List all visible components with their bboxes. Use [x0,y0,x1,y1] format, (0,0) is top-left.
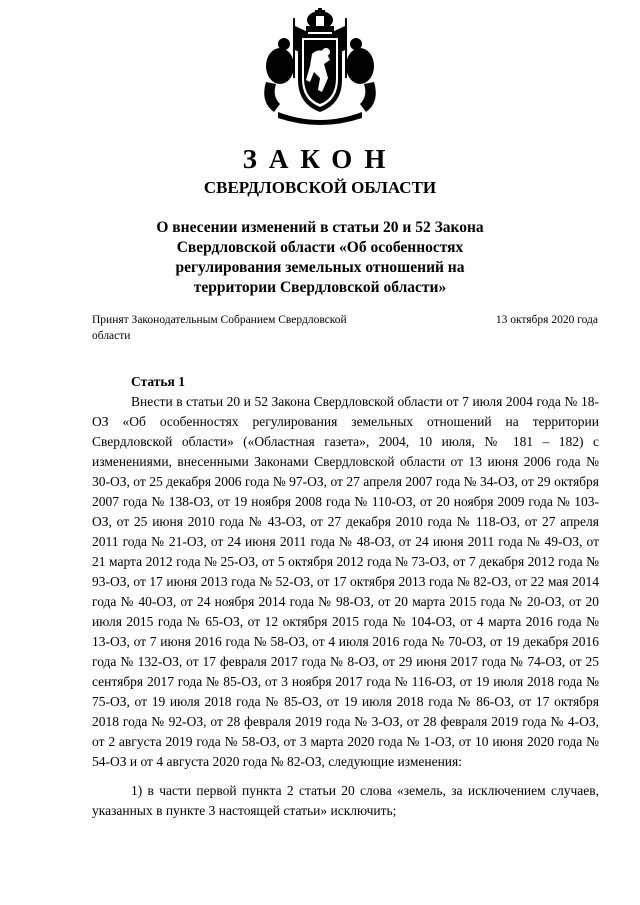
sable-right-icon [346,38,376,112]
adoption-date: 13 октября 2020 года [495,314,598,326]
law-subject: О внесении изменений в статьи 20 и 52 Закона Свердловской области «Об особенностях регулирования земельных отношений на территории Свердловской области» [156,219,484,296]
article-heading: Статья 1 [131,374,185,389]
adoption-body: Принят Законодательным Собранием Свердловской области [92,314,347,342]
shield-icon [298,34,342,112]
article-item: 1) в части первой пункта 2 статьи 20 слова «земель, за исключением случаев, указанных в пункте 3 настоящей статьи» исключить; [92,783,599,818]
law-title: ЗАКОН [242,144,398,174]
ribbon-icon [278,112,362,125]
region-title: СВЕРДЛОВСКОЙ ОБЛАСТИ [203,178,437,197]
coat-of-arms-emblem [258,8,382,126]
crown-icon [306,8,334,32]
article-paragraph: Внести в статьи 20 и 52 Закона Свердловской области от 7 июля 2004 года № 18-ОЗ «Об особенностях регулирования земельных отношений на территории Свердловской области» («Областная газета», 2004, 10 июля, № 181 – 182) с изменениями, внесенными Законами Свердловской области от 13 июня 2006 года № 30-ОЗ, от 25 декабря 2006 года № 97-ОЗ, от 27 апреля 2007 года № 34-ОЗ, от 29 октября 2007 года № 138-ОЗ, от 19 ноября 2008 года № 110-ОЗ, от 20 ноября 2009 года № 103-ОЗ, от 25 июня 2010 года № 43-ОЗ, от 27 декабря 2010 года № 118-ОЗ, от 27 апреля 2011 года № 21-ОЗ, от 24 июня 2011 года № 48-ОЗ, от 24 июня 2011 года № 49-ОЗ, от 21 марта 2012 года № 25-ОЗ, от 5 октября 2012 года № 73-ОЗ, от 7 декабря 2012 года № 93-ОЗ, от 17 июня 2013 года № 52-ОЗ, от 17 октября 2013 года № 82-ОЗ, от 22 мая 2014 года № 40-ОЗ, от 24 ноября 2014 года № 98-ОЗ, от 20 марта 2015 года № 20-ОЗ, от 20 июля 2015 года № 65-ОЗ, от 12 октября 2015 года № 104-ОЗ, от 4 марта 2016 года № 13-ОЗ, от 7 июня 2016 года № 58-ОЗ, от 4 июля 2016 года № 70-ОЗ, от 19 декабря 2016 года № 132-ОЗ, от 17 февраля 2017 года № 8-ОЗ, от 29 июня 2017 года № 74-ОЗ, от 25 сентября 2017 года № 85-ОЗ, от 3 ноября 2017 года № 116-ОЗ, от 19 июля 2018 года № 75-ОЗ, от 19 июля 2018 года № 85-ОЗ, от 19 июля 2018 года № 86-ОЗ, от 17 октября 2018 года № 92-ОЗ, от 28 февраля 2019 года № 3-ОЗ, от 28 февраля 2019 года № 4-ОЗ, от 2 августа 2019 года № 58-ОЗ, от 3 марта 2020 года № 1-ОЗ, от 10 июня 2020 года № 54-ОЗ и от 4 августа 2020 года № 82-ОЗ, следующие изменения: [92,394,599,769]
sable-left-icon [264,38,294,112]
